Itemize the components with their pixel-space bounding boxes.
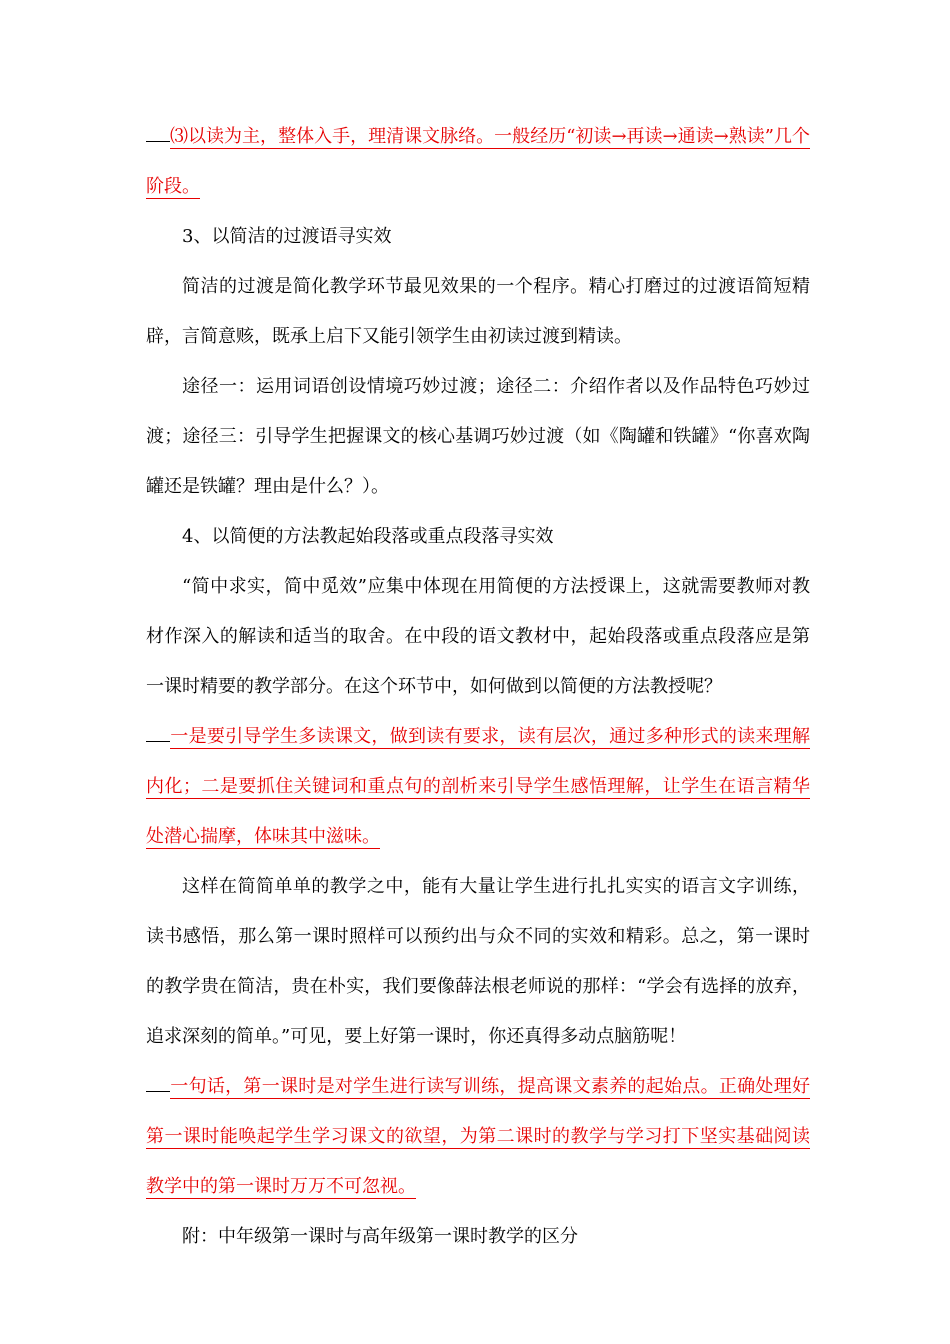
paragraph-transition-methods: 途径一：运用词语创设情境巧妙过渡；途径二：介绍作者以及作品特色巧妙过渡；途径三：引导学生把握课文的核心基调巧妙过渡（如《陶罐和铁罐》“你喜欢陶罐还是铁罐？理由是什么？）。 [146, 376, 810, 497]
highlighted-text: 一是要引导学生多读课文，做到读有要求，读有层次，通过多种形式的读来理解内化；二是要抓住关键词和重点句的剖析来引导学生感悟理解，让学生在语言精华处潜心揣摩，体味其中滋味。 [146, 726, 810, 847]
appendix-heading: 附：中年级第一课时与高年级第一课时教学的区分 [182, 1226, 578, 1247]
paragraph-transition: 简洁的过渡是简化教学环节最见效果的一个程序。精心打磨过的过渡语简短精辟，言简意赅，既承上启下又能引领学生由初读过渡到精读。 [146, 276, 810, 347]
blank-underline [146, 715, 170, 742]
paragraph-reading-stages [146, 112, 810, 212]
section-heading-3: 3、以简洁的过渡语寻实效 [182, 226, 392, 247]
blank-underline [146, 1065, 170, 1092]
highlighted-text: 一句话，第一课时是对学生进行读写训练，提高课文素养的起始点。正确处理好第一课时能唤起学生学习课文的欲望，为第二课时的教学与学习打下坚实基础阅读教学中的第一课时万万不可忽视。 [146, 1076, 810, 1197]
paragraph-reading-guidance [146, 712, 810, 862]
section-heading-4: 4、以简便的方法教起始段落或重点段落寻实效 [182, 526, 554, 547]
highlighted-text: ⑶以读为主，整体入手，理清课文脉络。一般经历“初读→再读→通读→熟读”几个阶段。 [146, 126, 810, 197]
paragraph-simple-method: “简中求实，简中觅效”应集中体现在用简便的方法授课上，这就需要教师对教材作深入的解读和适当的取舍。在中段的语文教材中，起始段落或重点段落应是第一课时精要的教学部分。在这个环节中，如何做到以简便的方法教授呢？ [146, 576, 810, 697]
paragraph-conclusion [146, 1062, 810, 1212]
document-page [146, 112, 810, 1262]
paragraph-summary: 这样在简简单单的教学之中，能有大量让学生进行扎扎实实的语言文字训练，读书感悟，那么第一课时照样可以预约出与众不同的实效和精彩。总之，第一课时的教学贵在简洁，贵在朴实，我们要像薛法根老师说的那样：“学会有选择的放弃，追求深刻的简单。”可见，要上好第一课时，你还真得多动点脑筋呢！ [146, 876, 810, 1047]
blank-underline [146, 115, 170, 142]
